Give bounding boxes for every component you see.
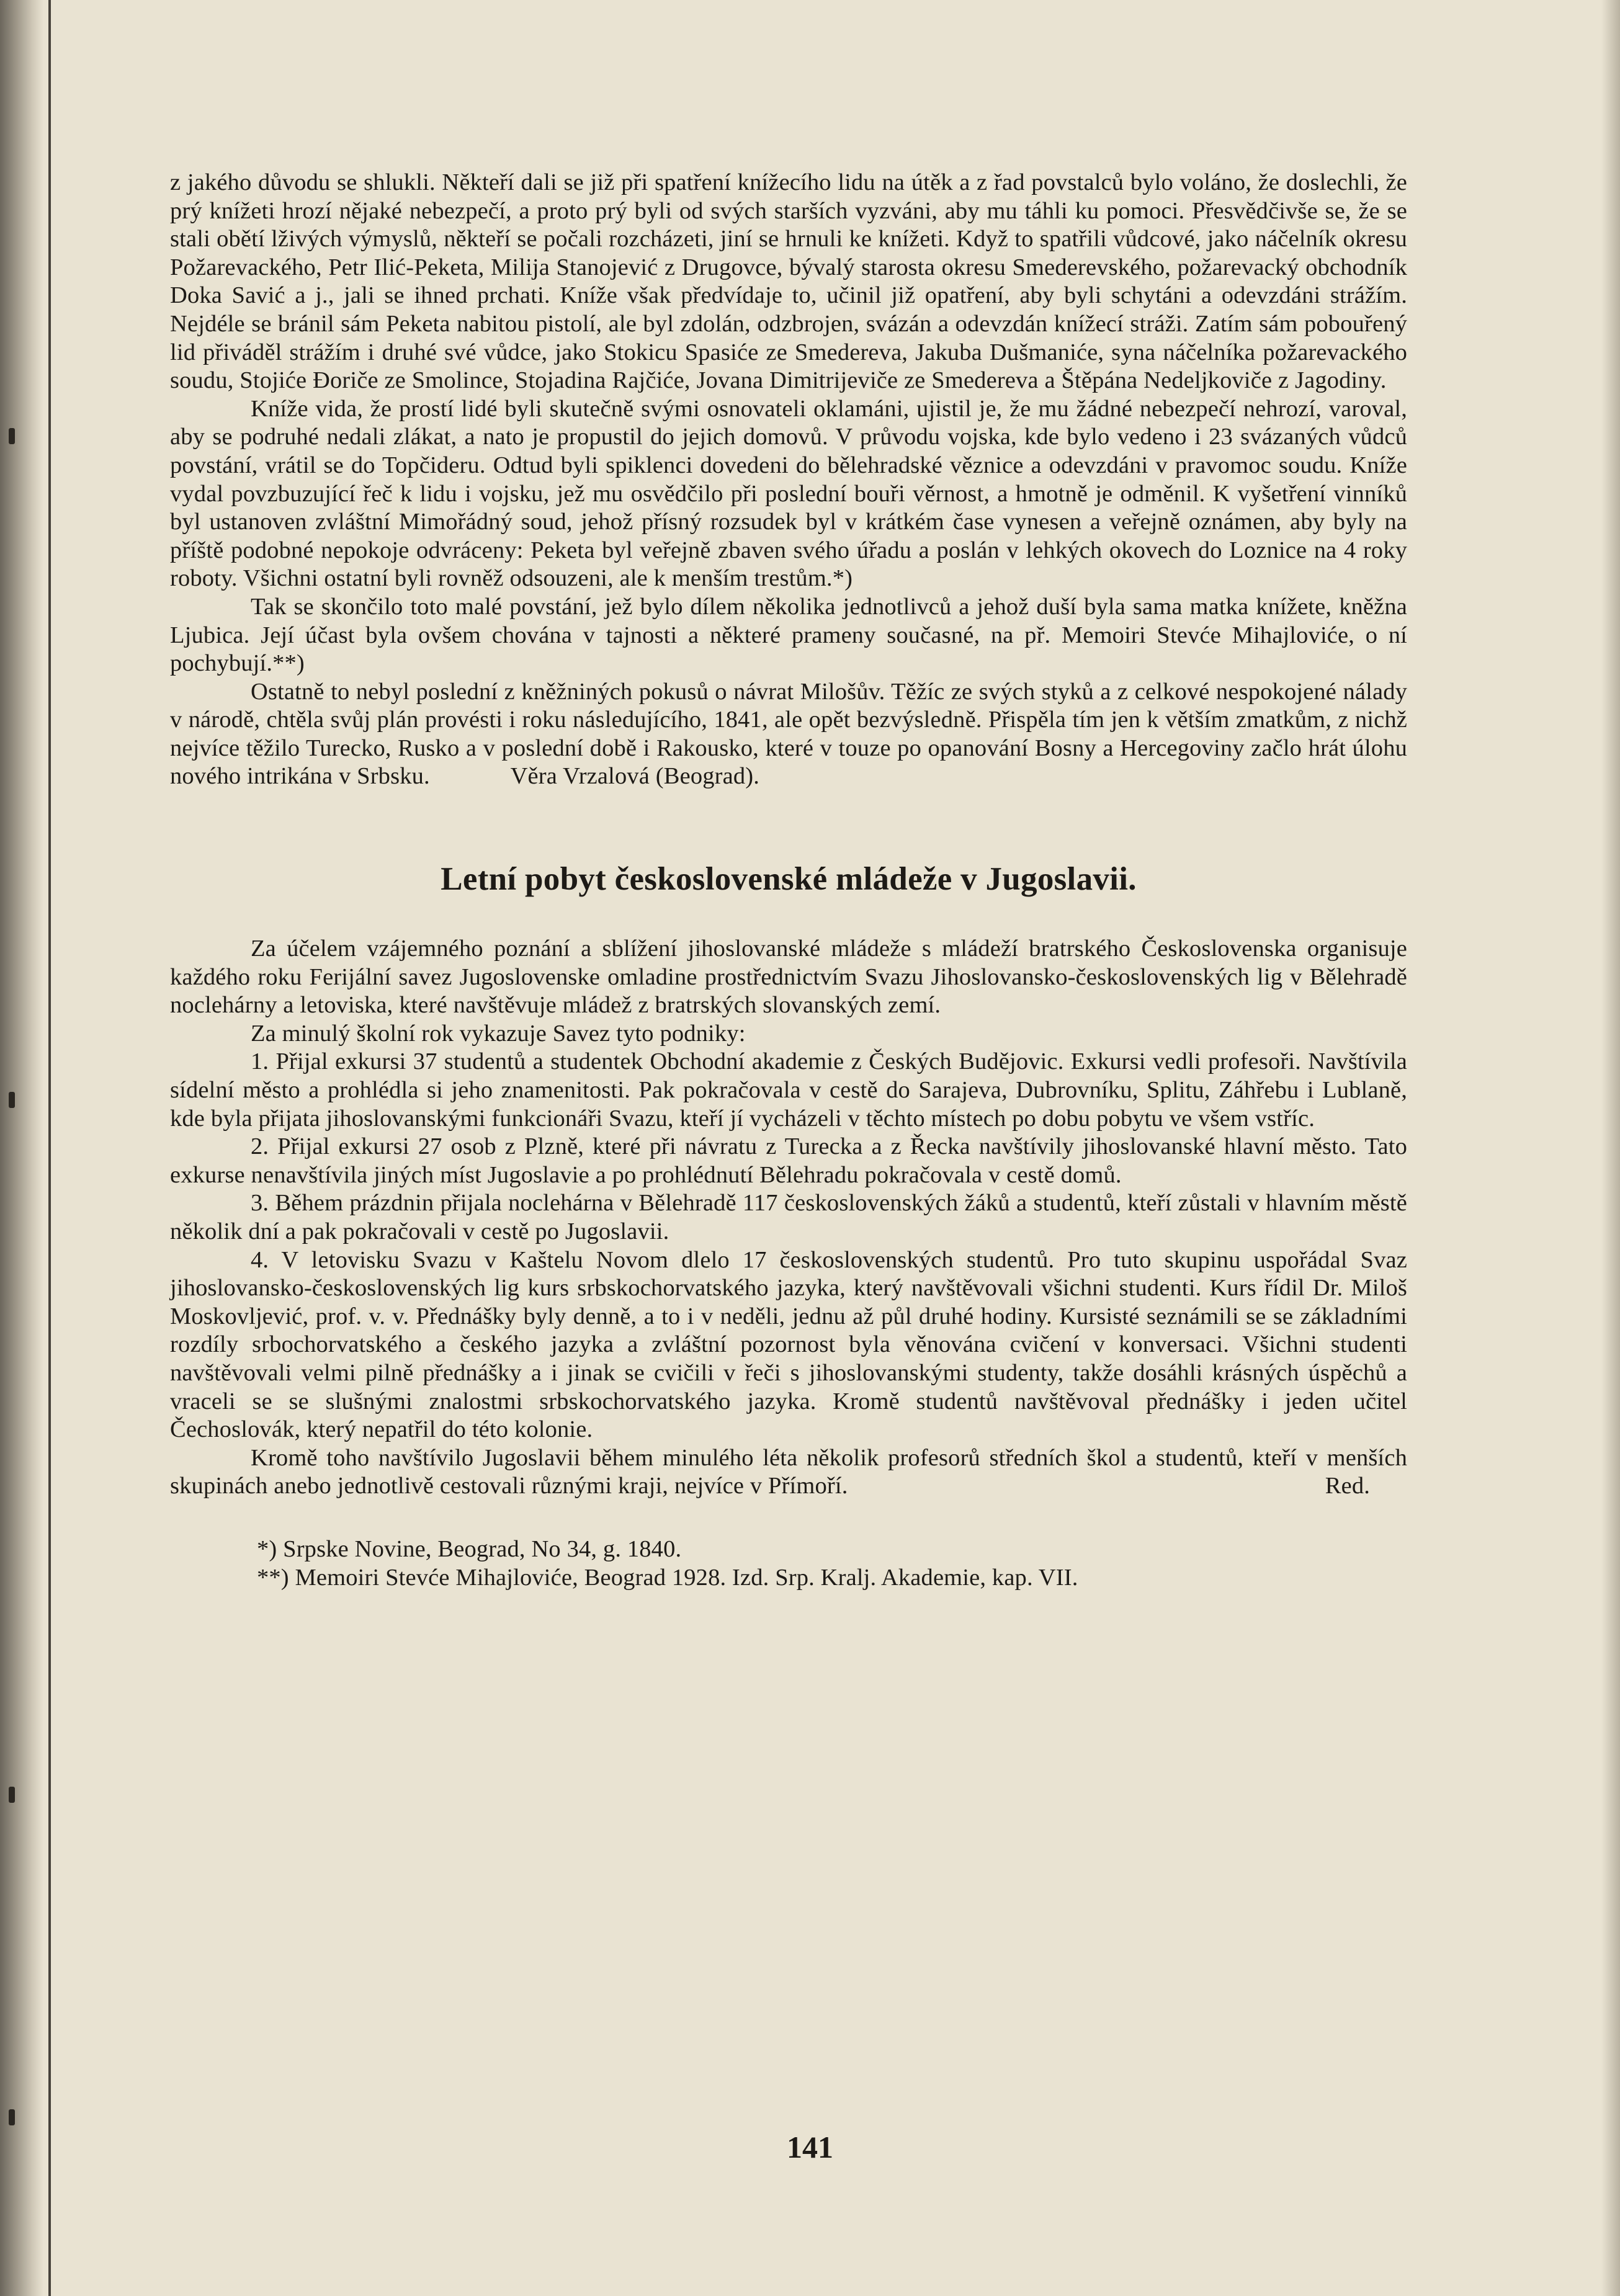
article-2 bbox=[170, 935, 1407, 1501]
page-number: 141 bbox=[787, 2130, 833, 2164]
list-item: 1. Přijal exkursi 37 studentů a studentek Obchodní akademie z Českých Budějovic. Exkursi vedli profesoři. Navštívila sídelní město a prohlédla si jeho znamenitosti. Pak pokračovala v cestě do Sarajeva, Dubrovníku, Splitu, Záhřebu i Lublaně, kde byla přijata jihoslovanskými funkcionáři Svazu, kteří jí vycházeli v těchto místech po dobu pobytu ve všem vstříc. bbox=[170, 1048, 1407, 1132]
paragraph: Za minulý školní rok vykazuje Savez tyto podniky: bbox=[251, 1020, 746, 1047]
edge-mark bbox=[9, 1787, 15, 1803]
paragraph-text: Kromě toho navštívilo Jugoslavii během minulého léta několik profesorů středních škol a studentů, kteří v menších skupinách anebo jednotlivě cestovali různými kraji, nejvíce v Přímoří. bbox=[170, 1444, 1407, 1499]
paragraph: Kníže vida, že prostí lidé byli skutečně svými osnovateli oklamáni, ujistil je, že mu žádné nebezpečí nehrozí, varoval, aby se podruhé nedali zlákat, a nato je propustil do jejich domovů. V průvodu vojska, kde bylo vedeno i 23 svázaných vůdců povstání, vrátil se do Topčideru. Odtud byli spiklenci dovedeni do bělehradské věznice a odevzdáni v pravomoc soudu. Kníže vydal povzbuzující řeč k lidu i vojsku, jež mu osvědčilo při poslední bouři věrnost, a hmotně je odměnil. K vyšetření vinníků byl ustanoven zvláštní Mimořádný soud, jehož přísný rozsudek byl v krátkém čase vynesen a veřejně oznámen, aby byly na příště podobné nepokoje odvráceny: Peketa byl veřejně zbaven svého úřadu a poslán v lehkých okovech do Loznice na 4 roky roboty. Všichni ostatní byli rovněž odsouzeni, ale k menším trestům.*) bbox=[170, 395, 1407, 592]
paragraph-text: Ostatně to nebyl poslední z kněžniných pokusů o návrat Milošův. Těžíc ze svých styků a z celkové nespokojené nálady v národě, chtěla svůj plán provésti i roku následujícího, 1841, ale opět bezvýsledně. Přispěla tím jen k větším zmatkům, z nichž nejvíce těžilo Turecko, Rusko a v poslední době i Rakousko, které v touze po opanování Bosny a Hercegoviny začlo hrát úlohu nového intrikána v Srbsku. bbox=[170, 678, 1407, 790]
book-gutter-shadow bbox=[0, 0, 43, 2296]
page-edge-shadow bbox=[1601, 0, 1620, 2296]
list-item: 4. V letovisku Svazu v Kaštelu Novom dlelo 17 československých studentů. Pro tuto skupinu uspořádal Svaz jihoslovansko-československých lig kurs srbskochorvatského jazyka, který navštěvovali všichni studenti. Kurs řídil Dr. Miloš Moskovljević, prof. v. v. Přednášky byly denně, a to i v neděli, jednu až půl druhé hodiny. Kursisté seznámili se se základními rozdíly srbochorvatského a českého jazyka a zvláštní pozornost byla věnována cvičení v konversaci. Všichni studenti navštěvovali velmi pilně přednášky a i jinak se cvičili v řeči s jihoslovanskými studenty, takže dosáhli krásných úspěchů a vraceli se se slušnými znalostmi srbskochorvatského jazyka. Kromě studentů navštěvoval přednášky i jeden učitel Čechoslovák, který nepatřil do této kolonie. bbox=[170, 1246, 1407, 1443]
footnote: **) Memoiri Stevće Mihajloviće, Beograd 1928. Izd. Srp. Kralj. Akademie, kap. VII. bbox=[257, 1564, 1078, 1591]
list-item: 3. Během prázdnin přijala noclehárna v Bělehradě 117 československých žáků a studentů, kteří zůstali v hlavním městě několik dní a pak pokračovali v cestě po Jugoslavii. bbox=[170, 1190, 1407, 1244]
book-gutter-line bbox=[48, 0, 51, 2296]
list-item: 2. Přijal exkursi 27 osob z Plzně, které při návratu z Turecka a z Řecka navštívily jihoslovanské hlavní město. Tato exkurse nenavštívila jiných míst Jugoslavie a po prohlédnutí Bělehradu pokračovala v cestě domů. bbox=[170, 1133, 1407, 1188]
edge-mark bbox=[9, 428, 15, 444]
paragraph-with-signature bbox=[170, 1444, 1407, 1501]
edge-mark bbox=[9, 1092, 15, 1108]
editor-signature: Red. bbox=[1325, 1473, 1370, 1499]
paragraph: Za účelem vzájemného poznání a sblížení jihoslovanské mládeže s mládeží bratrského Československa organisuje každého roku Ferijální savez Jugoslovenske omladine prostřednictvím Svazu Jihoslovansko-československých lig v Bělehradě noclehárny a letoviska, které navštěvuje mládež z bratrských slovanských zemí. bbox=[170, 936, 1407, 1019]
edge-mark bbox=[9, 2109, 15, 2125]
paragraph: z jakého důvodu se shlukli. Někteří dali se již při spatření knížecího lidu na útěk a z řad povstalců bylo voláno, že doslechli, že prý knížeti hrozí nějaké nebezpečí, a proto prý byli od svých starších vyzváni, aby mu táhli ku pomoci. Přesvědčivše se, že se stali obětí lživých výmyslů, někteří se počali rozcházeti, jiní se hrnuli ke knížeti. Když to spatřili vůdcové, jako náčelník okresu Požarevackého, Petr Ilić-Peketa, Milija Stanojević z Drugovce, bývalý starosta okresu Smederevského, požarevacký obchodník Doka Savić a j., jali se ihned prchati. Kníže však předvídaje to, učinil již opatření, aby byli schytáni a odevzdáni strážím. Nejdéle se bránil sám Peketa nabitou pistolí, ale byl zdolán, odzbrojen, svázán a odevzdán knížecí stráži. Zatím sám pobouřený lid přiváděl strážím i druhé své vůdce, jako Stokicu Spasiće ze Smedereva, Jakuba Dušmaniće, syna náčelníka požarevackého soudu, Stojiće Đoriče ze Smolince, Stojadina Rajčiće, Jovana Dimitrijeviče ze Smedereva a Štěpána Nedeljkoviče z Jagodiny. bbox=[170, 169, 1407, 394]
paragraph: Tak se skončilo toto malé povstání, jež bylo dílem několika jednotlivců a jehož duší byla sama matka knížete, kněžna Ljubica. Její účast byla ovšem chována v tajnosti a některé prameny současné, na př. Memoiri Stevće Mihajloviće, o ní pochybují.**) bbox=[170, 593, 1407, 677]
page-content bbox=[170, 169, 1407, 1592]
article-title: Letní pobyt československé mládeže v Jugoslavii. bbox=[441, 861, 1137, 898]
author-signature: Věra Vrzalová (Beograd). bbox=[510, 763, 759, 790]
footnote: *) Srpske Novine, Beograd, No 34, g. 1840. bbox=[257, 1535, 682, 1562]
article-1 bbox=[170, 169, 1407, 791]
paragraph-with-signature bbox=[170, 678, 1407, 791]
footnotes bbox=[170, 1535, 1407, 1592]
